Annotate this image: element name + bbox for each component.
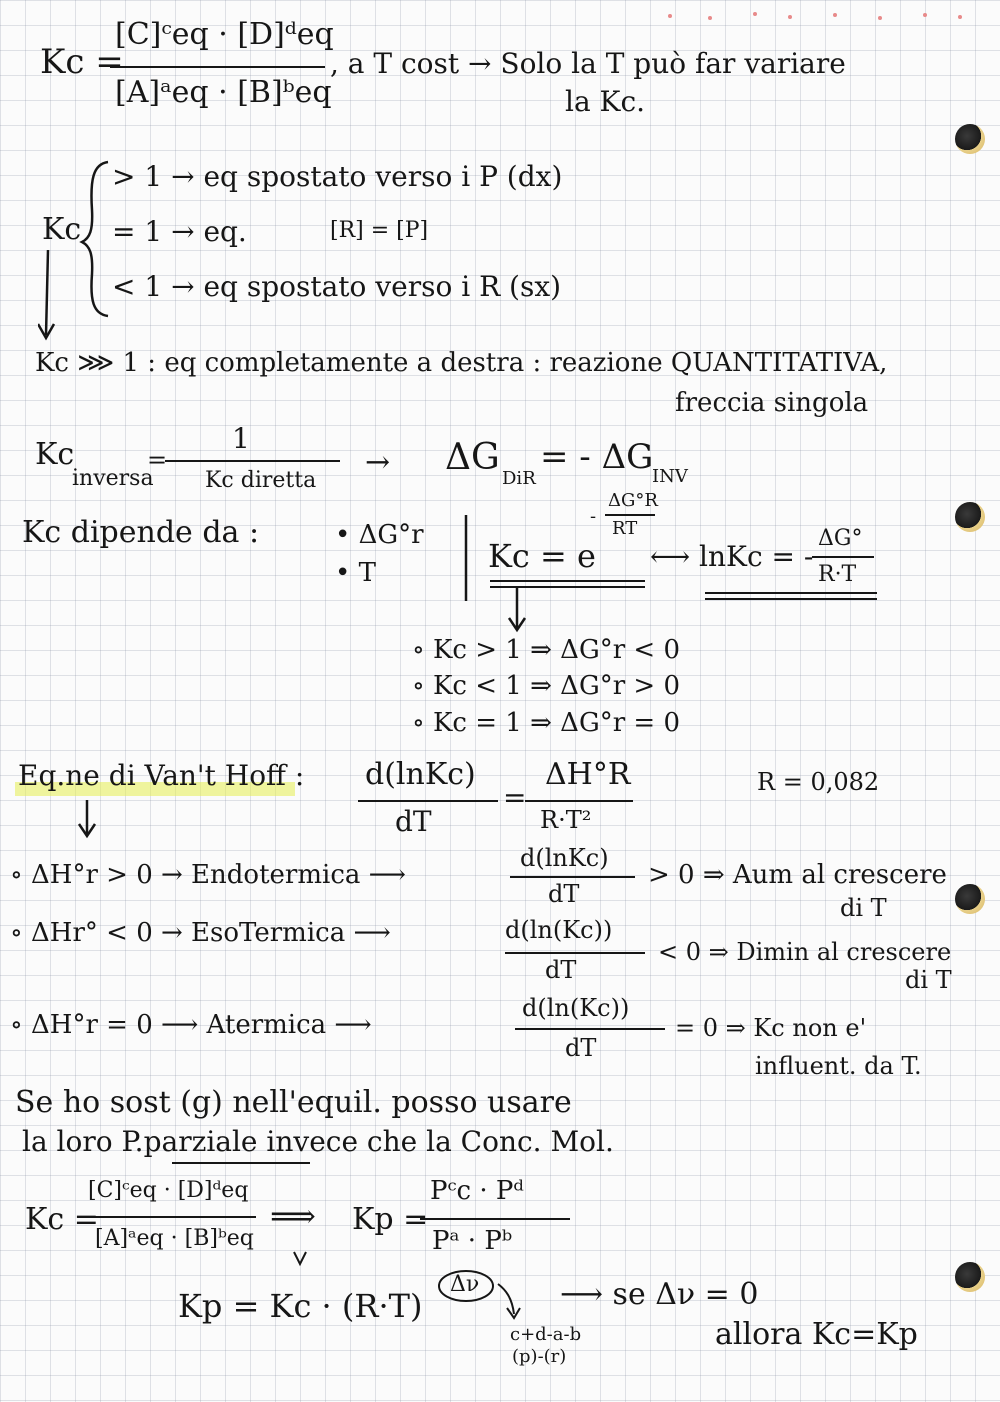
athermic-den: dT	[565, 1034, 597, 1062]
endothermic-den: dT	[548, 880, 580, 908]
endothermic-right-2: di T	[840, 894, 887, 922]
exp-numerator: ΔG°R	[608, 490, 658, 511]
kc-deltag-case: ∘ Kc < 1 ⇒ ΔG°r > 0	[412, 671, 680, 701]
down-arrow-icon	[75, 800, 99, 842]
fraction-bar	[605, 514, 655, 516]
vant-hoff-title: Eq.ne di Van't Hoff :	[18, 759, 305, 792]
double-underline	[705, 592, 877, 600]
underline	[172, 1162, 310, 1164]
kc-den-2: [A]ᵃeq · [B]ᵇeq	[95, 1226, 254, 1251]
binder-hole	[955, 884, 985, 914]
condition-delta-nu-zero: ⟶ se Δν = 0	[560, 1277, 759, 1312]
fraction-bar	[420, 1218, 570, 1220]
down-arrow-icon	[496, 1282, 526, 1324]
exothermic-right-2: di T	[905, 966, 952, 994]
delta-g-inv: = - ΔG	[540, 437, 654, 477]
kc-definition-lhs: Kc =	[40, 42, 124, 82]
kc-temperature-note-2: la Kc.	[565, 85, 646, 118]
kc-dependence-text: Kc dipende da :	[22, 515, 260, 550]
dependence-temperature: • T	[335, 558, 376, 588]
vant-hoff-rhs-den: R·T²	[540, 806, 592, 834]
exothermic-den: dT	[545, 956, 577, 984]
kc-case-less: < 1 → eq spostato verso i R (sx)	[112, 270, 562, 303]
athermic-left: ∘ ΔH°r = 0 ⟶ Atermica ⟶	[10, 1010, 372, 1040]
binder-hole	[955, 124, 985, 154]
endothermic-left: ∘ ΔH°r > 0 → Endotermica ⟶	[10, 860, 406, 890]
delta-nu-definition-2: (p)-(r)	[512, 1346, 567, 1367]
ln-kc-relation: ⟷ lnKc = -	[650, 540, 814, 573]
kc-temperature-note: , a T cost → Solo la T può far variare	[330, 47, 846, 80]
kc-num-2: [C]ᶜeq · [D]ᵈeq	[88, 1178, 249, 1203]
kc-case-greater: > 1 → eq spostato verso i P (dx)	[112, 160, 563, 193]
kc-quantitative-line-2: freccia singola	[675, 388, 869, 418]
dependence-delta-g: • ΔG°r	[335, 520, 424, 550]
exothermic-right: < 0 ⇒ Dimin al crescere	[658, 938, 952, 966]
fraction-bar	[110, 66, 325, 68]
bracket-line	[460, 515, 474, 605]
partial-pressure-line: Se ho sost (g) nell'equil. posso usare	[15, 1085, 572, 1120]
kc-deltag-case: ∘ Kc > 1 ⇒ ΔG°r < 0	[412, 635, 680, 665]
kp-kc-relation: Kp = Kc · (R·T)	[178, 1287, 423, 1325]
down-arrow-icon	[290, 1246, 310, 1272]
arrow-icon: →	[365, 445, 391, 480]
kc-inversa-one: 1	[232, 422, 250, 455]
fraction-bar	[510, 876, 635, 878]
exothermic-left: ∘ ΔHr° < 0 → EsoTermica ⟶	[10, 918, 391, 948]
binder-hole	[955, 1262, 985, 1292]
delta-g-inv-subscript: INV	[652, 466, 688, 487]
delta-g-dir-subscript: DiR	[502, 468, 536, 489]
vant-hoff-equals: =	[503, 781, 527, 814]
exp-denominator: RT	[612, 518, 638, 539]
fraction-bar	[505, 952, 645, 954]
endothermic-right: > 0 ⇒ Aum al crescere	[648, 860, 947, 890]
kc-inversa-equals: =	[147, 446, 168, 474]
kp-den: Pᵃ · Pᵇ	[432, 1226, 513, 1256]
fraction-bar	[812, 556, 874, 558]
ln-denominator: R·T	[818, 562, 857, 587]
vant-hoff-lhs-den: dT	[395, 805, 432, 838]
kp-num: Pᶜc · Pᵈ	[430, 1176, 524, 1206]
kc-case-equal-conc: [R] = [P]	[330, 218, 429, 243]
athermic-right: = 0 ⇒ Kc non e'	[675, 1014, 867, 1042]
kp-lhs: Kp =	[352, 1202, 429, 1237]
kc-quantitative-line: Kc ⋙ 1 : eq completamente a destra : reazione QUANTITATIVA,	[35, 348, 888, 378]
fraction-bar	[88, 1216, 256, 1218]
kc-definition-numerator: [C]ᶜeq · [D]ᵈeq	[115, 17, 334, 52]
exp-minus: -	[590, 506, 597, 527]
down-arrow-icon	[505, 588, 529, 634]
athermic-num: d(ln(Kc))	[522, 994, 630, 1022]
fraction-bar	[525, 800, 633, 802]
kc-exponential: Kc = e	[488, 537, 596, 575]
kc-diretta: Kc diretta	[205, 468, 317, 493]
ln-numerator: ΔG°	[818, 526, 863, 551]
gas-constant: R = 0,082	[757, 768, 880, 796]
delta-nu: Δν	[450, 1272, 480, 1297]
kc-equals-kp: allora Kc=Kp	[715, 1317, 918, 1352]
kc-deltag-case: ∘ Kc = 1 ⇒ ΔG°r = 0	[412, 708, 680, 738]
delta-nu-definition: c+d-a-b	[510, 1324, 582, 1345]
endothermic-num: d(lnKc)	[520, 844, 609, 872]
brace-and-down-arrow	[38, 150, 118, 350]
exothermic-num: d(ln(Kc))	[505, 916, 613, 944]
implies-arrow: ⟹	[270, 1197, 316, 1235]
kc-inversa-lhs: Kc	[35, 437, 75, 472]
fraction-bar	[165, 460, 340, 462]
athermic-right-2: influent. da T.	[755, 1052, 922, 1080]
kc-cases-label: Kc	[42, 212, 82, 247]
fraction-bar	[515, 1028, 665, 1030]
partial-pressure-line-2: la loro P.parziale invece che la Conc. Mol.	[22, 1125, 614, 1158]
kc-inversa-subscript: inversa	[72, 466, 154, 491]
delta-g-dir: ΔG	[445, 437, 500, 478]
kc-definition-denominator: [A]ᵃeq · [B]ᵇeq	[115, 75, 332, 110]
binder-hole	[955, 502, 985, 532]
kc-lhs-2: Kc =	[25, 1202, 99, 1237]
vant-hoff-rhs-num: ΔH°R	[545, 757, 631, 792]
kc-case-equal: = 1 → eq.	[112, 215, 247, 248]
double-underline	[490, 580, 645, 588]
vant-hoff-lhs-num: d(lnKc)	[365, 757, 476, 792]
fraction-bar	[358, 800, 498, 802]
